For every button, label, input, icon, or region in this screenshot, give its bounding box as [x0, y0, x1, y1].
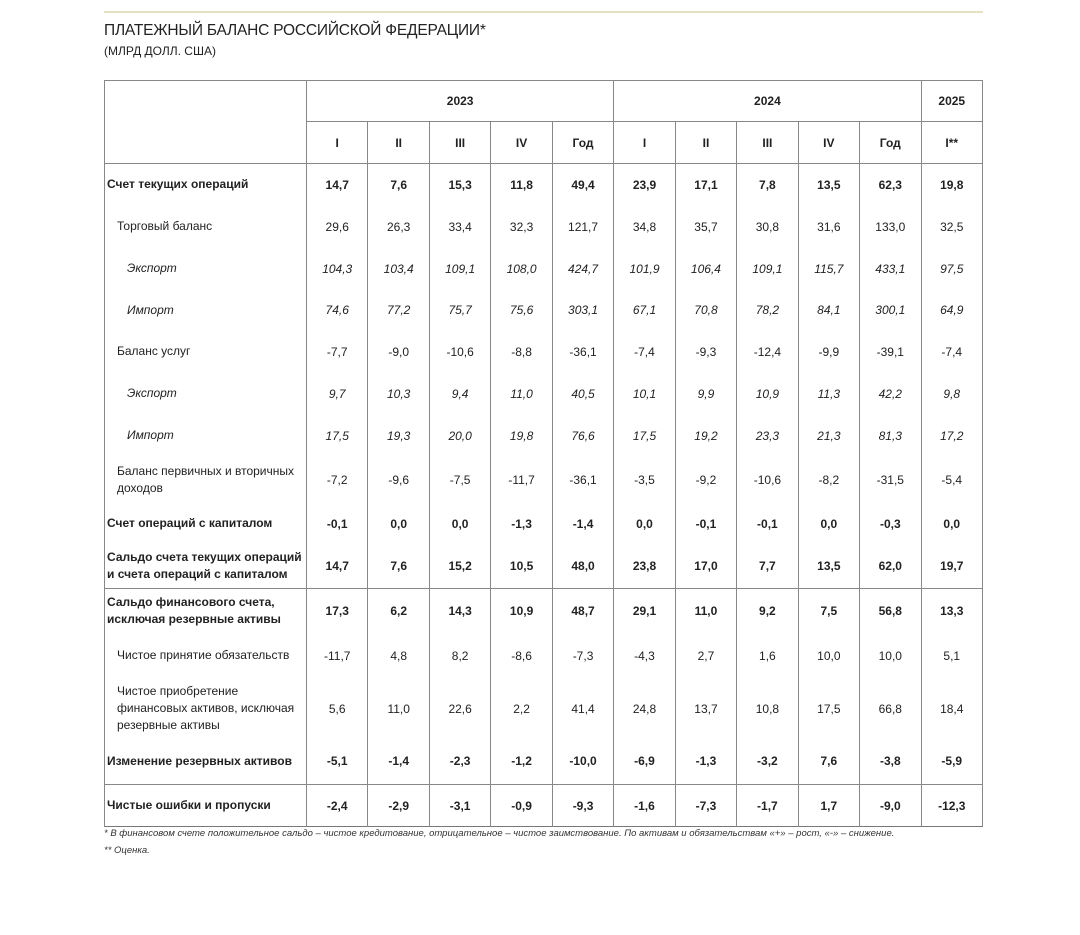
cell-value: 2,7 — [675, 633, 736, 679]
cell-value: 1,6 — [737, 633, 798, 679]
cell-value: 33,4 — [429, 206, 490, 248]
cell-value: 9,2 — [737, 589, 798, 633]
table-row — [105, 457, 983, 503]
row-label: Изменение резервных активов — [105, 739, 307, 785]
table-row — [105, 248, 983, 290]
cell-value: 19,7 — [921, 545, 982, 589]
cell-value: 41,4 — [552, 679, 613, 739]
cell-value: -1,4 — [368, 739, 429, 785]
cell-value: 17,3 — [307, 589, 368, 633]
table-row — [105, 331, 983, 373]
cell-value: -7,3 — [675, 785, 736, 827]
cell-value: -0,1 — [737, 503, 798, 545]
cell-value: 42,2 — [860, 373, 921, 415]
cell-value: 11,3 — [798, 373, 859, 415]
cell-value: 9,9 — [675, 373, 736, 415]
cell-value: 7,8 — [737, 164, 798, 206]
cell-value: -8,2 — [798, 457, 859, 503]
cell-value: 121,7 — [552, 206, 613, 248]
year-header: 2023 — [307, 81, 614, 122]
cell-value: 48,7 — [552, 589, 613, 633]
cell-value: 26,3 — [368, 206, 429, 248]
row-label: Импорт — [105, 415, 307, 457]
cell-value: 40,5 — [552, 373, 613, 415]
cell-value: 5,1 — [921, 633, 982, 679]
cell-value: -36,1 — [552, 457, 613, 503]
cell-value: -1,3 — [675, 739, 736, 785]
top-rule — [104, 11, 983, 13]
cell-value: 17,5 — [798, 679, 859, 739]
cell-value: 32,3 — [491, 206, 552, 248]
row-label: Счет операций с капиталом — [105, 503, 307, 545]
cell-value: -12,3 — [921, 785, 982, 827]
cell-value: 75,6 — [491, 290, 552, 331]
cell-value: 13,3 — [921, 589, 982, 633]
cell-value: 108,0 — [491, 248, 552, 290]
row-label: Чистое приобретение финансовых активов, исключая резервные активы — [105, 679, 307, 739]
cell-value: -3,1 — [429, 785, 490, 827]
cell-value: -9,9 — [798, 331, 859, 373]
cell-value: -0,3 — [860, 503, 921, 545]
cell-value: 17,2 — [921, 415, 982, 457]
cell-value: 21,3 — [798, 415, 859, 457]
cell-value: 7,5 — [798, 589, 859, 633]
cell-value: 2,2 — [491, 679, 552, 739]
period-header: I — [307, 122, 368, 164]
period-header: I** — [921, 122, 982, 164]
page-title: ПЛАТЕЖНЫЙ БАЛАНС РОССИЙСКОЙ ФЕДЕРАЦИИ* — [104, 22, 486, 39]
cell-value: 15,2 — [429, 545, 490, 589]
cell-value: 15,3 — [429, 164, 490, 206]
cell-value: -7,7 — [307, 331, 368, 373]
cell-value: -3,5 — [614, 457, 675, 503]
cell-value: -31,5 — [860, 457, 921, 503]
cell-value: 1,7 — [798, 785, 859, 827]
row-label: Сальдо финансового счета, исключая резервные активы — [105, 589, 307, 633]
cell-value: 10,1 — [614, 373, 675, 415]
cell-value: 19,8 — [491, 415, 552, 457]
cell-value: 97,5 — [921, 248, 982, 290]
cell-value: 133,0 — [860, 206, 921, 248]
cell-value: 48,0 — [552, 545, 613, 589]
cell-value: -1,6 — [614, 785, 675, 827]
table-row — [105, 206, 983, 248]
cell-value: 101,9 — [614, 248, 675, 290]
cell-value: -12,4 — [737, 331, 798, 373]
cell-value: -1,4 — [552, 503, 613, 545]
cell-value: 109,1 — [737, 248, 798, 290]
cell-value: 9,7 — [307, 373, 368, 415]
year-header: 2025 — [921, 81, 982, 122]
cell-value: 77,2 — [368, 290, 429, 331]
cell-value: 14,7 — [307, 545, 368, 589]
footnote: * В финансовом счете положительное сальдо – чистое кредитование, отрицательное – чистое заимствование. По активам и обязательствам «+» – рост, «-» – снижение. — [104, 828, 895, 839]
cell-value: 433,1 — [860, 248, 921, 290]
cell-value: 30,8 — [737, 206, 798, 248]
cell-value: -10,0 — [552, 739, 613, 785]
row-label: Экспорт — [105, 248, 307, 290]
cell-value: 23,9 — [614, 164, 675, 206]
cell-value: 10,8 — [737, 679, 798, 739]
cell-value: -9,0 — [368, 331, 429, 373]
cell-value: 74,6 — [307, 290, 368, 331]
cell-value: 11,0 — [491, 373, 552, 415]
cell-value: 31,6 — [798, 206, 859, 248]
cell-value: -10,6 — [737, 457, 798, 503]
cell-value: 62,3 — [860, 164, 921, 206]
table-row — [105, 785, 983, 827]
cell-value: 13,5 — [798, 164, 859, 206]
cell-value: -2,3 — [429, 739, 490, 785]
period-header: IV — [798, 122, 859, 164]
cell-value: 0,0 — [368, 503, 429, 545]
cell-value: 7,6 — [368, 164, 429, 206]
cell-value: 10,3 — [368, 373, 429, 415]
cell-value: 67,1 — [614, 290, 675, 331]
cell-value: 17,0 — [675, 545, 736, 589]
cell-value: 66,8 — [860, 679, 921, 739]
cell-value: 11,8 — [491, 164, 552, 206]
cell-value: -8,6 — [491, 633, 552, 679]
cell-value: 104,3 — [307, 248, 368, 290]
year-header: 2024 — [614, 81, 921, 122]
cell-value: 0,0 — [429, 503, 490, 545]
cell-value: 23,8 — [614, 545, 675, 589]
cell-value: -6,9 — [614, 739, 675, 785]
cell-value: 17,5 — [614, 415, 675, 457]
cell-value: 6,2 — [368, 589, 429, 633]
cell-value: 17,5 — [307, 415, 368, 457]
cell-value: 303,1 — [552, 290, 613, 331]
table-row — [105, 545, 983, 589]
row-label: Баланс первичных и вторичных доходов — [105, 457, 307, 503]
table-row — [105, 290, 983, 331]
cell-value: -5,1 — [307, 739, 368, 785]
cell-value: -11,7 — [307, 633, 368, 679]
cell-value: -9,2 — [675, 457, 736, 503]
cell-value: 24,8 — [614, 679, 675, 739]
cell-value: 70,8 — [675, 290, 736, 331]
cell-value: 29,6 — [307, 206, 368, 248]
period-header: II — [675, 122, 736, 164]
cell-value: 18,4 — [921, 679, 982, 739]
period-header: Год — [860, 122, 921, 164]
cell-value: -7,2 — [307, 457, 368, 503]
cell-value: 9,4 — [429, 373, 490, 415]
cell-value: 10,0 — [798, 633, 859, 679]
cell-value: 49,4 — [552, 164, 613, 206]
period-header: I — [614, 122, 675, 164]
cell-value: 11,0 — [675, 589, 736, 633]
cell-value: -0,9 — [491, 785, 552, 827]
period-header: IV — [491, 122, 552, 164]
period-header: III — [737, 122, 798, 164]
cell-value: 10,9 — [737, 373, 798, 415]
row-label: Счет текущих операций — [105, 164, 307, 206]
balance-of-payments-table — [104, 80, 983, 827]
cell-value: -5,9 — [921, 739, 982, 785]
cell-value: -3,2 — [737, 739, 798, 785]
row-label: Торговый баланс — [105, 206, 307, 248]
period-header: Год — [552, 122, 613, 164]
cell-value: -7,4 — [921, 331, 982, 373]
row-label: Чистые ошибки и пропуски — [105, 785, 307, 827]
cell-value: 19,8 — [921, 164, 982, 206]
cell-value: 84,1 — [798, 290, 859, 331]
cell-value: 7,6 — [798, 739, 859, 785]
row-label: Сальдо счета текущих операций и счета операций с капиталом — [105, 545, 307, 589]
cell-value: 78,2 — [737, 290, 798, 331]
cell-value: -36,1 — [552, 331, 613, 373]
cell-value: 17,1 — [675, 164, 736, 206]
cell-value: 23,3 — [737, 415, 798, 457]
cell-value: 4,8 — [368, 633, 429, 679]
cell-value: 64,9 — [921, 290, 982, 331]
cell-value: -8,8 — [491, 331, 552, 373]
cell-value: 76,6 — [552, 415, 613, 457]
cell-value: -2,4 — [307, 785, 368, 827]
cell-value: -1,3 — [491, 503, 552, 545]
cell-value: 19,2 — [675, 415, 736, 457]
cell-value: 109,1 — [429, 248, 490, 290]
cell-value: -7,3 — [552, 633, 613, 679]
header-blank — [105, 81, 307, 164]
cell-value: 11,0 — [368, 679, 429, 739]
period-header: II — [368, 122, 429, 164]
cell-value: -1,2 — [491, 739, 552, 785]
cell-value: -0,1 — [307, 503, 368, 545]
cell-value: 32,5 — [921, 206, 982, 248]
cell-value: 115,7 — [798, 248, 859, 290]
page-subtitle: (МЛРД ДОЛЛ. США) — [104, 44, 216, 58]
cell-value: 0,0 — [921, 503, 982, 545]
table-row — [105, 164, 983, 206]
row-label: Импорт — [105, 290, 307, 331]
cell-value: 81,3 — [860, 415, 921, 457]
cell-value: -9,3 — [675, 331, 736, 373]
cell-value: -7,5 — [429, 457, 490, 503]
cell-value: 10,5 — [491, 545, 552, 589]
cell-value: 300,1 — [860, 290, 921, 331]
cell-value: -2,9 — [368, 785, 429, 827]
cell-value: 62,0 — [860, 545, 921, 589]
table-row — [105, 589, 983, 633]
cell-value: -7,4 — [614, 331, 675, 373]
cell-value: 8,2 — [429, 633, 490, 679]
cell-value: 13,7 — [675, 679, 736, 739]
cell-value: -4,3 — [614, 633, 675, 679]
period-header: III — [429, 122, 490, 164]
row-label: Чистое принятие обязательств — [105, 633, 307, 679]
cell-value: 19,3 — [368, 415, 429, 457]
cell-value: 56,8 — [860, 589, 921, 633]
cell-value: 75,7 — [429, 290, 490, 331]
cell-value: 424,7 — [552, 248, 613, 290]
table-row — [105, 679, 983, 739]
cell-value: -3,8 — [860, 739, 921, 785]
cell-value: 9,8 — [921, 373, 982, 415]
cell-value: -39,1 — [860, 331, 921, 373]
cell-value: 14,3 — [429, 589, 490, 633]
cell-value: 34,8 — [614, 206, 675, 248]
cell-value: -9,3 — [552, 785, 613, 827]
cell-value: 7,6 — [368, 545, 429, 589]
cell-value: 7,7 — [737, 545, 798, 589]
table-row — [105, 503, 983, 545]
table-row — [105, 633, 983, 679]
cell-value: -10,6 — [429, 331, 490, 373]
table-row — [105, 415, 983, 457]
table-row — [105, 373, 983, 415]
cell-value: 14,7 — [307, 164, 368, 206]
table-row — [105, 739, 983, 785]
cell-value: 20,0 — [429, 415, 490, 457]
cell-value: 13,5 — [798, 545, 859, 589]
cell-value: -9,0 — [860, 785, 921, 827]
footnote: ** Оценка. — [104, 845, 150, 856]
cell-value: -5,4 — [921, 457, 982, 503]
cell-value: -1,7 — [737, 785, 798, 827]
cell-value: 35,7 — [675, 206, 736, 248]
cell-value: -0,1 — [675, 503, 736, 545]
cell-value: 0,0 — [614, 503, 675, 545]
row-label: Экспорт — [105, 373, 307, 415]
cell-value: 10,0 — [860, 633, 921, 679]
cell-value: 0,0 — [798, 503, 859, 545]
row-label: Баланс услуг — [105, 331, 307, 373]
cell-value: 106,4 — [675, 248, 736, 290]
cell-value: 22,6 — [429, 679, 490, 739]
cell-value: 103,4 — [368, 248, 429, 290]
cell-value: -9,6 — [368, 457, 429, 503]
cell-value: 29,1 — [614, 589, 675, 633]
cell-value: 10,9 — [491, 589, 552, 633]
cell-value: 5,6 — [307, 679, 368, 739]
cell-value: -11,7 — [491, 457, 552, 503]
